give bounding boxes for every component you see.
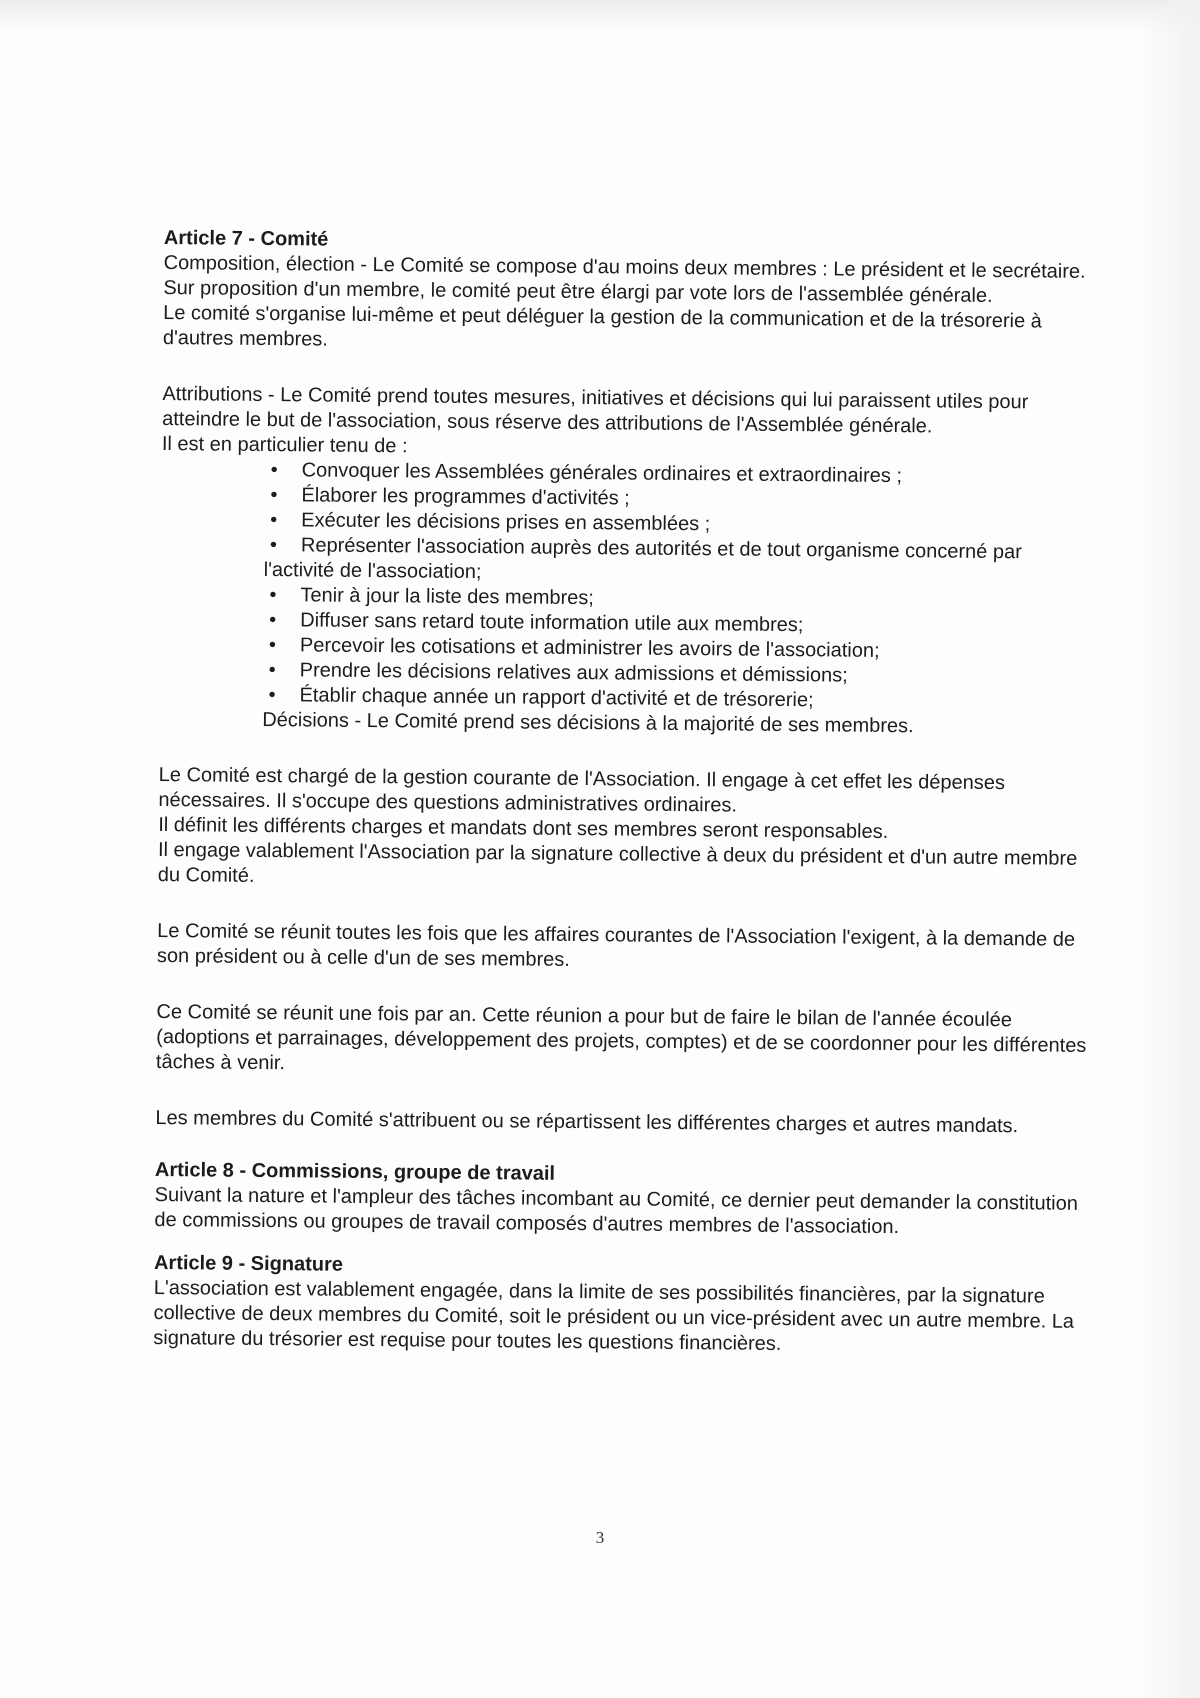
bullet-icon: • xyxy=(268,634,277,657)
enlarge-paragraph: Sur proposition d'un membre, le comité peut être élargi par vote lors de l'assemblée générale. xyxy=(163,276,993,307)
organise-paragraph: Le comité s'organise lui-même et peut déléguer la gestion de la communication et de la trésorerie à d'autres membres. xyxy=(162,301,1042,351)
bullet-icon: • xyxy=(269,534,278,557)
document-body xyxy=(153,226,1099,1360)
bullet-icon: • xyxy=(268,659,276,682)
article-9-title: Article 9 - Signature xyxy=(153,1251,344,1276)
list-item-text: Établir chaque année un rapport d'activité et de trésorerie; xyxy=(299,684,814,712)
duties-block xyxy=(262,458,1097,741)
bullet-icon: • xyxy=(269,609,277,632)
list-item-text: Diffuser sans retard toute information utile aux membres; xyxy=(300,609,804,637)
list-item-text: Percevoir les cotisations et administrer les avoirs de l'association; xyxy=(299,634,880,662)
list-item-text: Représenter l'association auprès des autorités et de tout organisme concerné par l'activité de l'association; xyxy=(263,534,1022,584)
list-item-text: Tenir à jour la liste des membres; xyxy=(300,584,595,610)
duties-intro: Il est en particulier tenu de : xyxy=(161,432,408,458)
list-item-text: Exécuter les décisions prises en assemblées ; xyxy=(301,509,711,536)
article-9 xyxy=(153,1251,1089,1360)
charges-paragraph: Il définit les différents charges et mandats dont ses membres seront responsables. xyxy=(158,813,889,843)
article-7-title: Article 7 - Comité xyxy=(163,226,329,251)
article-8-title: Article 8 - Commissions, groupe de travail xyxy=(154,1158,556,1185)
management-paragraph: Le Comité est chargé de la gestion courante de l'Association. Il engage à cet effet les dépenses nécessaires. Il s'occupe des questions administratives ordinaires. xyxy=(158,763,1006,817)
bullet-icon: • xyxy=(270,484,278,507)
composition-paragraph: Composition, élection - Le Comité se compose d'au moins deux membres : Le président et le secrétaire. xyxy=(163,251,1086,283)
distribution-paragraph: Les membres du Comité s'attribuent ou se répartissent les différentes charges et autres mandats. xyxy=(155,1106,1019,1138)
list-item-text: Élaborer les programmes d'activités ; xyxy=(301,484,630,510)
article-8-body: Suivant la nature et l'ampleur des tâches incombant au Comité, ce dernier peut demander la constitution de commissions ou groupes de travail composés d'autres membres de l'association. xyxy=(154,1183,1078,1239)
bullet-icon: • xyxy=(270,509,278,532)
article-9-body: L'association est valablement engagée, dans la limite de ses possibilités financières, par la signature collective de deux membres du Comité, soit le président ou un vice-président avec un autre membre. La signature du trésorier est requise pour toutes les questions financières. xyxy=(153,1276,1075,1355)
meetings-paragraph: Le Comité se réunit toutes les fois que les affaires courantes de l'Association l'exigent, à la demande de son président ou à celle d'un de ses membres. xyxy=(156,919,1076,971)
annual-meeting-paragraph: Ce Comité se réunit une fois par an. Cette réunion a pour but de faire le bilan de l'année écoulée (adoptions et parrainages, développement des projets, comptes) et de se coordonner pour les différentes tâches à venir. xyxy=(155,1000,1087,1075)
bullet-icon: • xyxy=(270,459,278,482)
article-7 xyxy=(155,226,1099,1140)
attributions-paragraph: Attributions - Le Comité prend toutes mesures, initiatives et décisions qui lui paraissent utiles pour atteindre le but de l'association, sous réserve des attributions de l'Assemblée générale. xyxy=(162,382,1029,438)
duties-list xyxy=(262,458,1096,716)
signature-rule-paragraph: Il engage valablement l'Association par la signature collective à deux du président et d'un autre membre du Comité. xyxy=(157,838,1078,887)
scan-shadow-right xyxy=(1140,0,1200,1698)
scan-shadow-top xyxy=(0,0,1200,34)
decisions-paragraph: Décisions - Le Comité prend ses décisions à la majorité de ses membres. xyxy=(262,708,914,738)
bullet-icon: • xyxy=(268,684,276,707)
list-item-text: Convoquer les Assemblées générales ordinaires et extraordinaires ; xyxy=(301,459,903,488)
bullet-icon: • xyxy=(269,584,277,607)
list-item-text: Prendre les décisions relatives aux admissions et démissions; xyxy=(299,659,848,687)
article-8 xyxy=(154,1158,1090,1242)
page-number: 3 xyxy=(595,1528,605,1547)
list-item xyxy=(264,533,1096,591)
